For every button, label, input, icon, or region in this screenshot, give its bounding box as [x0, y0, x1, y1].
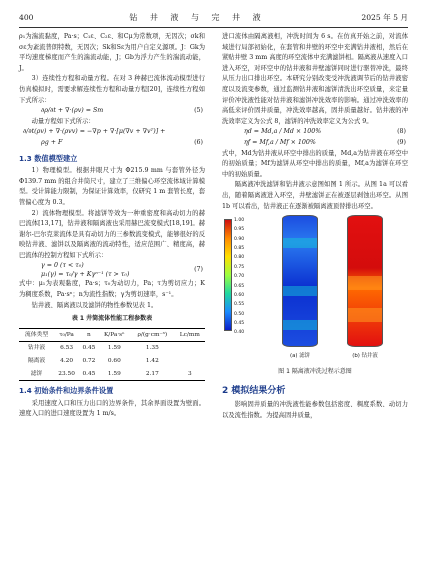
legend-tick: 0.90 — [234, 236, 245, 242]
table-row — [19, 342, 205, 355]
table-cell: 4.20 — [60, 358, 74, 365]
equation-6 — [19, 127, 205, 138]
table-cell — [175, 355, 205, 368]
flow-band — [283, 320, 317, 330]
paragraph: 1）物理模型。根据井眼尺寸为 Φ215.9 mm 与套管外径为 Φ139.7 mm 的组合井筒尺寸，建立了三维偏心环空流体域计算模型。受计算能力限制，为保证计算效率，仅研究 1 m 套管长度，套管偏心度为 0.3。 — [19, 167, 205, 206]
equation-number: (8) — [397, 128, 406, 136]
drilling-fluid-annulus-render — [347, 215, 383, 347]
equation-number: (5) — [194, 107, 203, 115]
table-cell: 0.60 — [107, 358, 121, 365]
column-header: τ₀/Pa — [59, 331, 74, 338]
paragraph: 隔离液冲洗滤饼和钻井液示意图如图 1 所示。从图 1a 可以看出，随着隔离液进入环空，井壁滤饼正在被逐层剥蚀出环空。从图 1b 可以看出，钻井液正在逐渐被隔离液顶替排出环空。 — [222, 181, 408, 210]
equation-number: (7) — [194, 266, 203, 274]
column-header: K/Pa·sⁿ — [103, 331, 125, 338]
table-cell: 1.59 — [107, 370, 121, 377]
paragraph: 2）流体物理模型。将滤饼等效为一种重密度和高动切力的赫巴流体[13,17]，钻井液和隔离液也采用赫巴流变模式[18,19]。赫谢尔-巴尔克莱流体是具有动切力的三参数流变模式，能够很好的反映钻井液、滤饼以及隔离液的流动特性，适应范围广、精度高，赫巴流体的控制方程如下式所示： — [19, 209, 205, 259]
flow-band — [283, 238, 317, 248]
color-scale-bar — [224, 219, 232, 331]
legend-tick: 0.55 — [234, 302, 245, 308]
equation-body: ηf = Mf,a / Mf × 100% — [244, 138, 316, 146]
section-heading: 1.4 初始条件和边界条件设置 — [19, 386, 114, 396]
paragraph: 动量方程如下式所示： — [31, 117, 95, 125]
page-number: 400 — [19, 13, 34, 22]
paragraph: 式中：μ₁为表观黏度，Pa·s；τ₀为动切力，Pa；τ为剪切应力；K为稠度系数，Pa·sⁿ；n为流性指数；γ为剪切速率，s⁻¹。 — [19, 280, 205, 299]
equation-body — [41, 261, 129, 279]
section-heading: 1.3 数值模型建立 — [19, 153, 78, 163]
table-header-row — [19, 328, 205, 342]
filter-cake-annulus-render — [282, 215, 318, 347]
legend-tick: 0.45 — [234, 320, 245, 326]
fluid-properties-table — [19, 328, 205, 381]
legend-tick: 0.85 — [234, 246, 245, 252]
paragraph: 采用速度入口和压力出口的边界条件，其余界面设置为壁面。速度入口的进口速度设置为 1 m/s。 — [19, 399, 205, 418]
equation-body: ηd = Md,a / Md × 100% — [244, 128, 322, 136]
table-cell: 1.42 — [145, 358, 159, 365]
legend-tick: 0.95 — [234, 227, 245, 233]
table-cell: 隔离液 — [27, 358, 46, 365]
paragraph: 3）连续性方程和动量方程。在对 3 种赫巴流体流动模型进行仿真模拟时，需要求解连续性方程和动量方程[20]，连续性方程如下式所示： — [19, 75, 205, 104]
table-cell: 1.59 — [107, 345, 121, 352]
table-caption: 表 1 井筒流体性能工程参数表 — [71, 315, 153, 323]
table-cell: 1.35 — [145, 345, 159, 352]
legend-ticks — [234, 216, 264, 337]
paragraph: 进口流体由隔离液相，冲洗时间为 6 s。在仿真开始之前，对流体域进行局部初始化，在套管和井壁的环空中充满钻井液相，然后在紧贴井壁 3 mm 高度的环空流体中充满滤饼相。隔离液从速度入口进入环空，对环空中的钻井液和井壁滤饼同时进行驱替冲洗，最终从压力出口排出环空。本研究分别改变受冲洗液调节后的钻井液密度以及流变参数，通过监测钻井液和滤饼清洗出环空质量，来定量评价冲洗液性能对钻井液和滤饼冲洗效率的影响。通过冲洗效率的高低来评价固井质量，冲洗效率越高，固井质量越好。钻井液的冲洗效率定义为公式 8，滤饼的冲洗效率定义为公式 9。 — [222, 33, 408, 125]
table-cell — [175, 342, 205, 355]
paragraph: ρ₁为湍流黏度，Pa·s；C₁ε、C₂ε、和Cμ为常数项，无因次；σk和σε为紊流普朗特数，无因次；Sk和Sε为用户自定义源项。J：Gk为平均速度梯度而产生的湍流动能，J；Gb为浮力产生的湍流动能，J。 — [19, 33, 205, 72]
paragraph: 钻井液、隔离液以及滤饼的物性参数见表 1。 — [31, 301, 158, 309]
table-cell: 3 — [187, 370, 192, 377]
equation-7 — [19, 261, 205, 279]
equation-body: ρg + F — [41, 138, 63, 146]
running-header — [19, 8, 408, 28]
table-cell: 0.45 — [82, 370, 96, 377]
flow-band — [348, 276, 382, 290]
table-row — [19, 368, 205, 381]
equation-line: μ₁(γ) = τ₀/γ + Kγⁿ⁻¹ (τ > τ₀) — [41, 271, 130, 279]
table-row — [19, 355, 205, 368]
issue-date: 2025 年 5 月 — [361, 13, 408, 22]
equation-6-cont — [19, 138, 205, 149]
section-heading: 2 模拟结果分析 — [222, 385, 286, 396]
figure-1 — [222, 215, 408, 365]
legend-tick: 0.80 — [234, 255, 245, 261]
equation-number: (6) — [194, 138, 203, 146]
flow-band — [348, 308, 382, 322]
subfigure-caption: (b) 钻井液 — [352, 352, 378, 359]
equation-body: ∂ρ/∂t + ∇·(ρv) = Sm — [41, 107, 104, 115]
flow-band — [283, 286, 317, 296]
column-header: 流体类型 — [24, 331, 49, 338]
equation-number: (9) — [397, 138, 406, 146]
column-header: Lc/mm — [179, 331, 200, 338]
equation-9 — [222, 138, 408, 149]
table-cell: 0.72 — [82, 358, 96, 365]
right-column — [222, 32, 408, 421]
legend-tick: 0.65 — [234, 283, 245, 289]
table-cell: 2.17 — [145, 370, 159, 377]
equation-body: ∂/∂t(ρv) + ∇·(ρvv) = −∇p + ∇·[μ(∇v + ∇vᵀ)] + — [23, 128, 166, 136]
legend-tick: 0.70 — [234, 274, 245, 280]
figure-caption: 图 1 隔离液冲洗过程示意图 — [278, 368, 352, 376]
equation-8 — [222, 127, 408, 138]
legend-tick: 1.00 — [234, 218, 245, 224]
table-cell: 滤饼 — [30, 370, 43, 377]
paragraph: 式中，Md为钻井液从环空中排出的质量，Md,a为钻井液在环空中的初始质量；Mf为滤饼从环空中排出的质量，Mf,a为滤饼在环空中的初始质量。 — [222, 149, 408, 178]
column-header: n — [87, 331, 91, 338]
legend-tick: 0.40 — [234, 330, 245, 336]
column-header: ρ/(g·cm⁻³) — [137, 331, 168, 338]
table-cell: 6.53 — [60, 345, 74, 352]
table-cell: 钻井液 — [27, 345, 46, 352]
left-column — [19, 32, 205, 420]
equation-5 — [19, 106, 205, 117]
table-cell: 23.50 — [58, 370, 75, 377]
table-cell: 0.45 — [82, 345, 96, 352]
legend-tick: 0.75 — [234, 264, 245, 270]
legend-tick: 0.60 — [234, 292, 245, 298]
journal-title: 钻 井 液 与 完 井 液 — [129, 13, 266, 22]
subfigure-caption: (a) 滤饼 — [289, 352, 310, 359]
paragraph: 影响固井质量的冲洗液性能参数包括密度、稠度系数、动切力以及流性指数。为提高固井质量， — [222, 401, 408, 419]
legend-tick: 0.50 — [234, 311, 245, 317]
equation-line: γ = 0 (τ < τ₀) — [41, 262, 84, 270]
